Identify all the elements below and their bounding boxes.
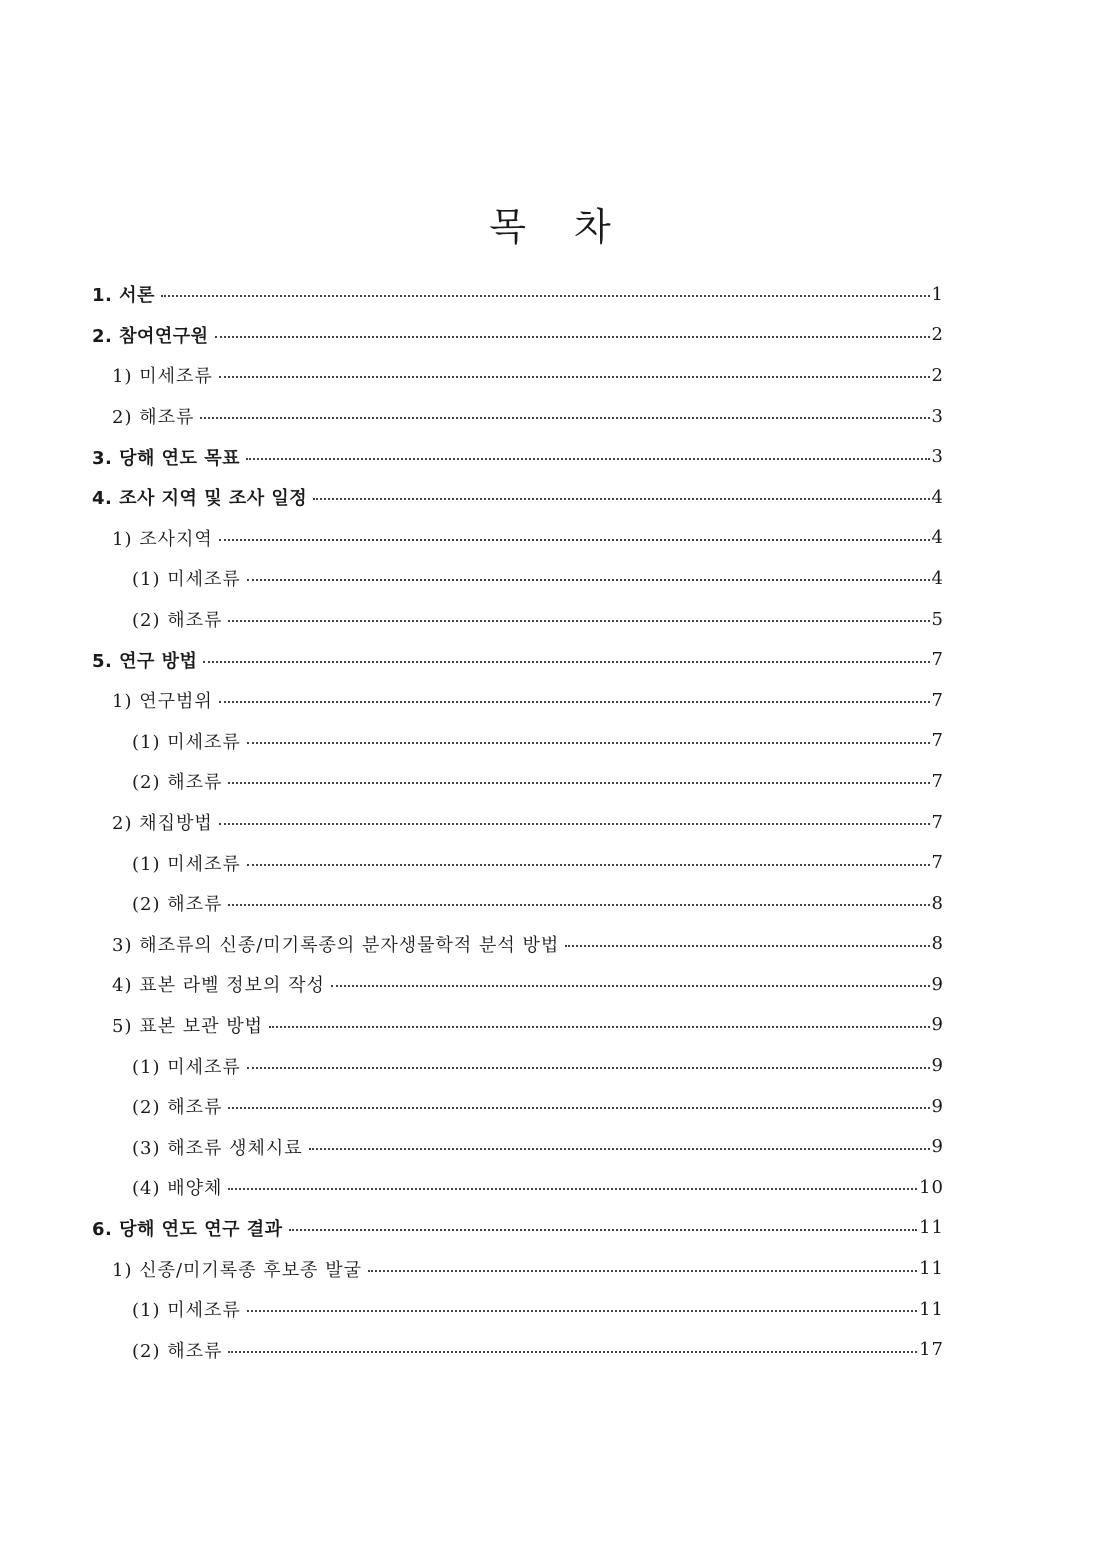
dot-leader	[228, 1351, 917, 1353]
toc-entry-label: (1) 미세조류	[132, 1300, 241, 1322]
toc-entry[interactable]	[92, 721, 944, 762]
dot-leader	[247, 864, 930, 866]
toc-entry-page-number: 8	[931, 933, 944, 955]
toc-entry-label: 1) 신종/미기록종 후보종 발굴	[112, 1259, 362, 1281]
toc-entry[interactable]	[92, 518, 944, 559]
toc-entry-page-number: 9	[931, 1055, 944, 1077]
toc-entry[interactable]	[92, 396, 944, 437]
toc-entry-page-number: 9	[931, 973, 944, 995]
toc-entry[interactable]	[92, 842, 944, 883]
toc-entry[interactable]	[92, 315, 944, 356]
toc-entry-label: (1) 미세조류	[132, 569, 241, 591]
toc-entry-page-number: 1	[931, 283, 944, 305]
toc-entry-label: (2) 해조류	[132, 1340, 223, 1362]
toc-entry-label: 3. 당해 연도 목표	[92, 447, 240, 469]
toc-entry-label: (2) 해조류	[132, 772, 223, 794]
toc-entry-label: 4. 조사 지역 및 조사 일정	[92, 488, 308, 510]
toc-entry[interactable]	[92, 599, 944, 640]
toc-entry-label: 4) 표본 라벨 정보의 작성	[112, 975, 325, 997]
dot-leader	[313, 498, 929, 500]
dot-leader	[203, 661, 929, 663]
toc-entry[interactable]	[92, 1167, 944, 1208]
toc-entry-page-number: 9	[931, 1136, 944, 1158]
toc-entry-label: 2) 채집방법	[112, 813, 213, 835]
toc-entry-page-number: 11	[919, 1217, 944, 1239]
dot-leader	[228, 1107, 929, 1109]
dot-leader	[247, 579, 930, 581]
toc-entry-label: (4) 배양체	[132, 1178, 223, 1200]
toc-entry[interactable]	[92, 1329, 944, 1370]
toc-entry-label: 6. 당해 연도 연구 결과	[92, 1218, 283, 1240]
toc-entry-page-number: 7	[931, 730, 944, 752]
toc-entry[interactable]	[92, 883, 944, 924]
toc-entry[interactable]	[92, 1005, 944, 1046]
dot-leader	[228, 904, 929, 906]
toc-entry-label: 5) 표본 보관 방법	[112, 1015, 263, 1037]
toc-entry[interactable]	[92, 680, 944, 721]
toc-entry-page-number: 7	[931, 811, 944, 833]
toc-entry[interactable]	[92, 924, 944, 965]
dot-leader	[309, 1148, 930, 1150]
toc-entry[interactable]	[92, 355, 944, 396]
toc-entry-page-number: 8	[931, 892, 944, 914]
dot-leader	[219, 701, 930, 703]
toc-entry-label: 1) 연구범위	[112, 691, 213, 713]
toc-entry[interactable]	[92, 1289, 944, 1330]
toc-entry-label: (1) 미세조류	[132, 1056, 241, 1078]
dot-leader	[289, 1229, 918, 1231]
toc-entry-page-number: 5	[931, 608, 944, 630]
dot-leader	[200, 417, 929, 419]
toc-entry[interactable]	[92, 1045, 944, 1086]
toc-entry-page-number: 9	[931, 1014, 944, 1036]
toc-entry[interactable]	[92, 477, 944, 518]
table-of-contents	[92, 274, 944, 1370]
toc-entry-label: 3) 해조류의 신종/미기록종의 분자생물학적 분석 방법	[112, 934, 560, 956]
toc-entry-page-number: 7	[931, 649, 944, 671]
toc-entry-page-number: 2	[931, 364, 944, 386]
dot-leader	[228, 782, 929, 784]
toc-entry[interactable]	[92, 639, 944, 680]
toc-entry-page-number: 7	[931, 852, 944, 874]
toc-entry-page-number: 11	[919, 1258, 944, 1280]
toc-entry-label: (2) 해조류	[132, 610, 223, 632]
toc-entry[interactable]	[92, 1208, 944, 1249]
toc-entry-label: (1) 미세조류	[132, 853, 241, 875]
dot-leader	[269, 1026, 930, 1028]
toc-entry-label: (2) 해조류	[132, 894, 223, 916]
dot-leader	[219, 823, 930, 825]
toc-entry[interactable]	[92, 1126, 944, 1167]
toc-entry-label: 5. 연구 방법	[92, 650, 198, 672]
toc-entry[interactable]	[92, 1086, 944, 1127]
toc-entry-page-number: 4	[931, 486, 944, 508]
toc-entry[interactable]	[92, 274, 944, 315]
toc-entry-label: (1) 미세조류	[132, 731, 241, 753]
dot-leader	[246, 458, 930, 460]
toc-entry-page-number: 9	[931, 1095, 944, 1117]
toc-entry[interactable]	[92, 558, 944, 599]
dot-leader	[247, 1310, 917, 1312]
toc-entry[interactable]	[92, 761, 944, 802]
dot-leader	[228, 620, 929, 622]
toc-entry[interactable]	[92, 1248, 944, 1289]
toc-entry-page-number: 7	[931, 770, 944, 792]
toc-entry-page-number: 3	[931, 446, 944, 468]
dot-leader	[215, 336, 930, 338]
dot-leader	[247, 742, 930, 744]
toc-entry-page-number: 4	[931, 567, 944, 589]
toc-entry-label: 2) 해조류	[112, 407, 195, 429]
dot-leader	[247, 1067, 930, 1069]
toc-entry[interactable]	[92, 802, 944, 843]
toc-entry-page-number: 7	[931, 689, 944, 711]
toc-entry-label: 1) 조사지역	[112, 528, 213, 550]
dot-leader	[228, 1188, 917, 1190]
toc-entry-label: (2) 해조류	[132, 1097, 223, 1119]
dot-leader	[368, 1270, 917, 1272]
toc-entry-page-number: 3	[931, 405, 944, 427]
dot-leader	[219, 376, 930, 378]
toc-entry-label: 1. 서론	[92, 285, 155, 307]
toc-entry-page-number: 10	[919, 1176, 944, 1198]
toc-entry-label: (3) 해조류 생체시료	[132, 1137, 303, 1159]
toc-entry-page-number: 17	[919, 1339, 944, 1361]
toc-entry-page-number: 2	[931, 324, 944, 346]
toc-entry-page-number: 4	[931, 527, 944, 549]
dot-leader	[565, 945, 929, 947]
toc-entry[interactable]	[92, 436, 944, 477]
toc-entry-page-number: 11	[919, 1298, 944, 1320]
page-title: 목 차	[489, 205, 629, 250]
dot-leader	[331, 985, 930, 987]
dot-leader	[219, 539, 930, 541]
toc-entry-label: 1) 미세조류	[112, 366, 213, 388]
toc-entry-label: 2. 참여연구원	[92, 325, 209, 347]
dot-leader	[161, 295, 930, 297]
toc-entry[interactable]	[92, 964, 944, 1005]
